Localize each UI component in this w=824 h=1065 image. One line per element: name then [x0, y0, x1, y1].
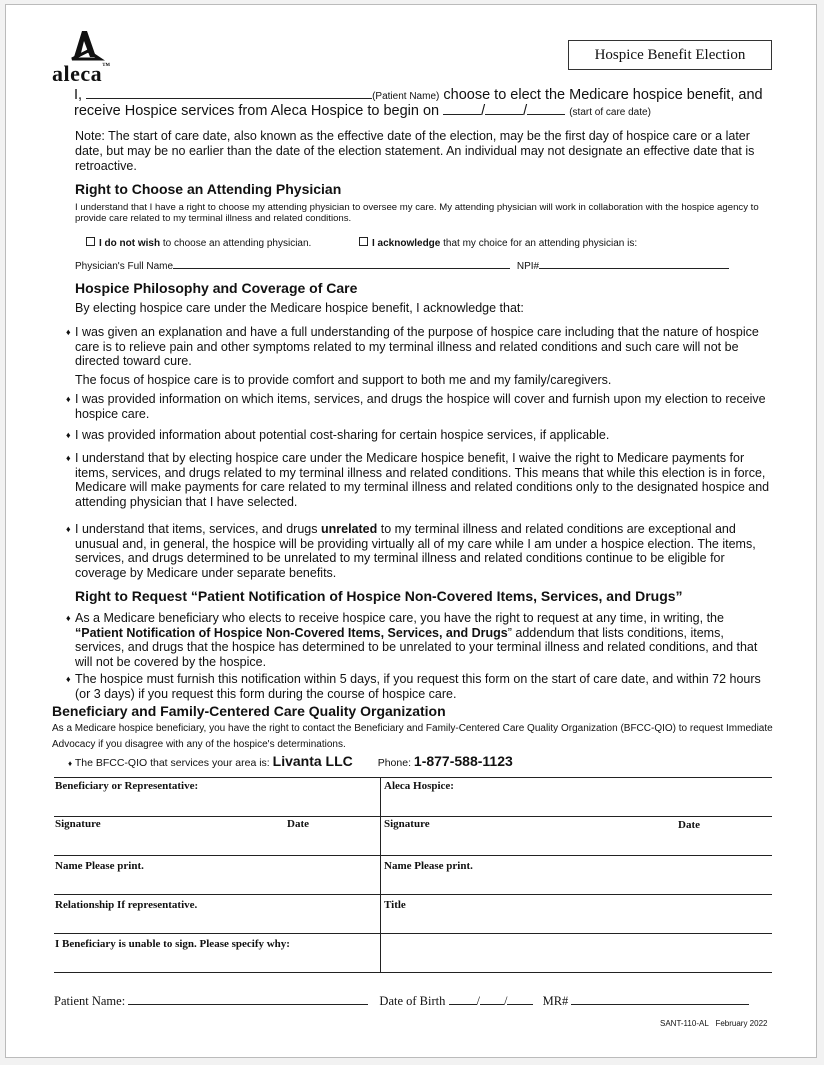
bfcc-heading: Beneficiary and Family-Centered Care Quality Organization [52, 703, 446, 719]
form-title: Hospice Benefit Election [568, 40, 772, 70]
start-year-field[interactable] [527, 114, 565, 115]
bfcc-qio-row: ♦ The BFCC-QIO that services your area is: Livanta LLC Phone: 1-877-588-1123 [68, 753, 513, 769]
notification-heading: Right to Request “Patient Notification of Hospice Non-Covered Items, Services, and Drugs” [75, 588, 683, 604]
bullet-item: ♦ I understand that items, services, and drugs unrelated to my terminal illness and related conditions are exceptional and unusual and, in general, the hospice will be providing virtually all of my care while I am under a hospice election. The items, services, and drugs determined to be unrelated to my terminal illness and related conditions continue to be eligible for coverage by Medicare under separate benefits. [66, 522, 756, 580]
bullet-item: ♦ As a Medicare beneficiary who elects to receive hospice care, you have the right to request at any time, in writing, the “Patient Notification of Hospice Non-Covered Items, Services, and Drugs” addendum that lists conditions, items, services, and drugs that the hospice has determined to be unrelated to your terminal illness and related conditions, and that will not be covered by the hospice. [66, 611, 758, 669]
signature-table [54, 777, 772, 972]
checkbox-icon[interactable] [359, 237, 368, 246]
mr-field[interactable] [571, 1004, 749, 1005]
bullet-item: ♦ I was provided information on which items, services, and drugs the hospice will cover and furnish upon my election to receive hospice care. [66, 392, 766, 421]
election-note: Note: The start of care date, also known as the effective date of the election, may be the first day of hospice care or a later date, but may be no earlier than the date of the election statement. An individual may not designate an effective date that is retroactive. [75, 129, 755, 173]
diamond-bullet-icon: ♦ [66, 430, 71, 440]
diamond-bullet-icon: ♦ [66, 327, 71, 337]
footer-row: Patient Name: Date of Birth / / MR# [54, 994, 749, 1009]
patient-name-field[interactable] [86, 98, 372, 99]
diamond-bullet-icon: ♦ [66, 524, 71, 534]
npi-field[interactable] [539, 268, 729, 269]
logo-wordmark: aleca™ [52, 61, 111, 86]
physician-heading: Right to Choose an Attending Physician [75, 181, 342, 197]
checkbox-icon[interactable] [86, 237, 95, 246]
name-print-row[interactable]: Name Please print. Name Please print. [54, 856, 772, 895]
bullet-item: ♦ I was provided information about potential cost-sharing for certain hospice services, if applicable. [66, 428, 610, 442]
bullet-item: ♦ I understand that by electing hospice care under the Medicare hospice benefit, I waive the right to Medicare payments for items, services, and drugs related to my terminal illness and related conditions. This means that while this election is in force, Medicare will make payments for care related to my terminal illness and related conditions only to the designated hospice and attending physician that I have selected. [66, 451, 770, 509]
unable-to-sign-row[interactable]: I Beneficiary is unable to sign. Please specify why: [54, 934, 772, 973]
footer-patient-name-field[interactable] [128, 1004, 368, 1005]
diamond-bullet-icon: ♦ [66, 674, 71, 684]
hospice-label: Aleca Hospice: [384, 780, 454, 792]
bullet-item: ♦ The hospice must furnish this notification within 5 days, if you request this form on the start of care date, and within 72 hours (or 3 days) if you request this form during the course of hospice care. [66, 672, 761, 701]
dob-day-field[interactable] [480, 1004, 504, 1005]
physician-name-row: Physician's Full Name NPI# [75, 261, 729, 272]
form-page [5, 4, 817, 1058]
bullet-item-continued: The focus of hospice care is to provide comfort and support to both me and my family/caregivers. [75, 373, 612, 387]
start-day-field[interactable] [485, 114, 523, 115]
form-code: SANT-110-AL February 2022 [660, 1019, 768, 1028]
philosophy-intro: By electing hospice care under the Medicare hospice benefit, I acknowledge that: [75, 301, 524, 315]
diamond-bullet-icon: ♦ [68, 759, 73, 768]
aleca-logo-icon [52, 29, 132, 61]
physician-text: I understand that I have a right to choose my attending physician to oversee my care. My attending physician will work in collaboration with the hospice agency to provide care related to my terminal illness and related conditions. [75, 202, 759, 224]
physician-name-field[interactable] [173, 268, 510, 269]
bullet-item: ♦ I was given an explanation and have a full understanding of the purpose of hospice care including that the nature of hospice care is to relieve pain and other symptoms related to my terminal illness and related conditions and such care will not be directed toward cure. [66, 325, 759, 368]
election-line-2: receive Hospice services from Aleca Hospice to begin on / / (start of care date) [74, 103, 651, 119]
diamond-bullet-icon: ♦ [66, 394, 71, 404]
philosophy-heading: Hospice Philosophy and Coverage of Care [75, 280, 358, 296]
start-month-field[interactable] [443, 114, 481, 115]
election-line-1: I, (Patient Name) choose to elect the Medicare hospice benefit, and [74, 87, 763, 103]
diamond-bullet-icon: ♦ [66, 453, 71, 463]
physician-option-2[interactable]: I acknowledge that my choice for an attending physician is: [359, 237, 637, 249]
beneficiary-label: Beneficiary or Representative: [55, 780, 199, 792]
physician-option-1[interactable]: I do not wish to choose an attending physician. [86, 237, 311, 249]
dob-month-field[interactable] [449, 1004, 477, 1005]
dob-year-field[interactable] [507, 1004, 533, 1005]
diamond-bullet-icon: ♦ [66, 613, 71, 623]
signature-row[interactable]: Signature Date Signature Date [54, 817, 772, 856]
bfcc-text: As a Medicare hospice beneficiary, you have the right to contact the Beneficiary and Family-Centered Care Quality Organization (BFCC-QIO) to request Immediate Advocacy if you disagree with any of the hospice's determinations. [52, 723, 773, 750]
relationship-row[interactable]: Relationship If representative. Title [54, 895, 772, 934]
